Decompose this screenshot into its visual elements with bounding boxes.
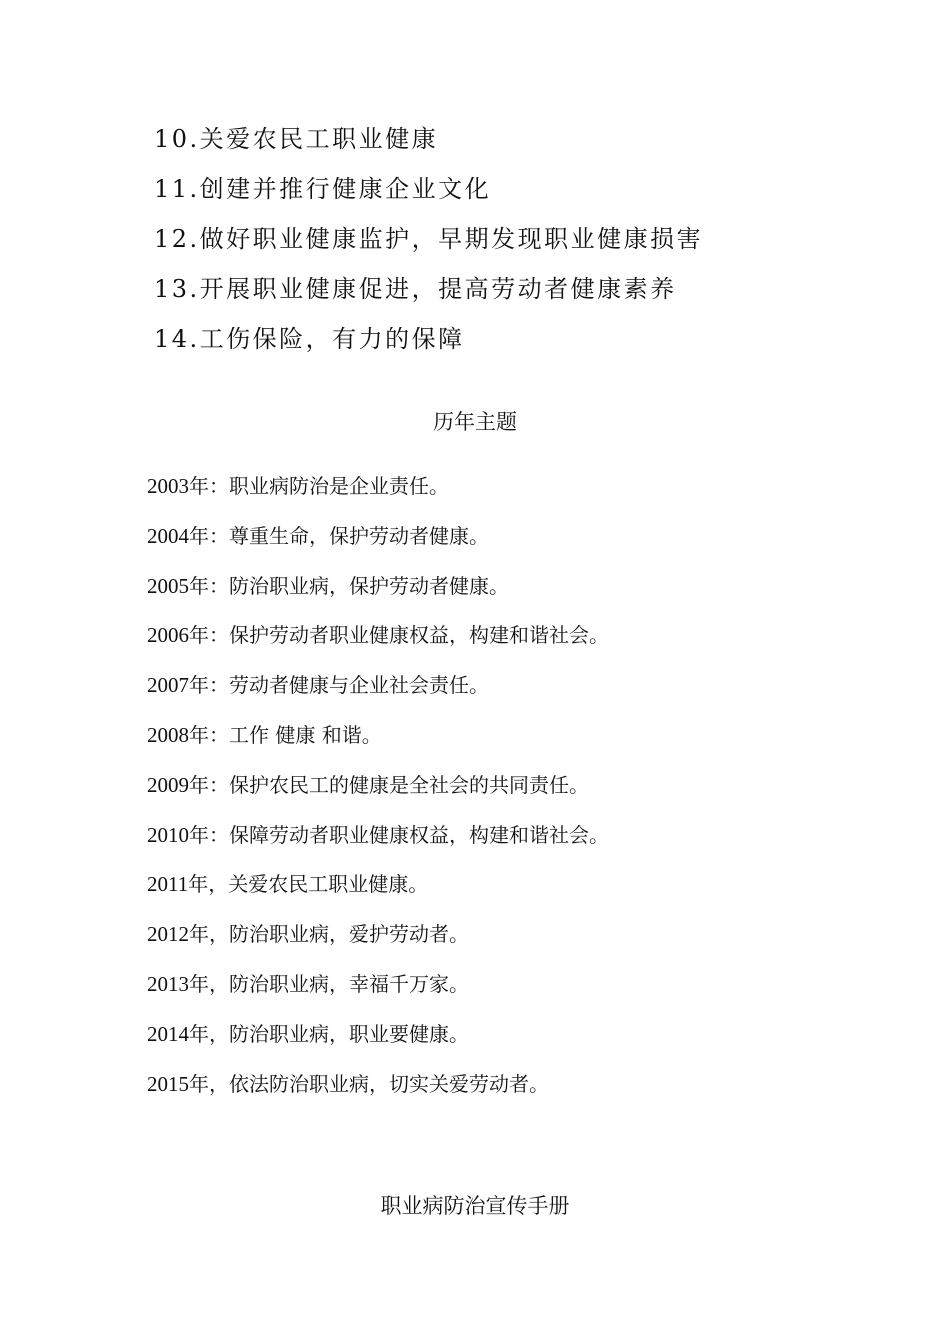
list-item: 10.关爱农民工职业健康 bbox=[154, 125, 439, 153]
themes-heading: 历年主题 bbox=[433, 410, 517, 434]
theme-row bbox=[147, 968, 609, 1018]
theme-text: 年，防治职业病，爱护劳动者。 bbox=[189, 922, 469, 947]
themes-list bbox=[147, 470, 609, 1117]
list-item: 14.工伤保险，有力的保障 bbox=[154, 325, 465, 353]
theme-year: 2013 bbox=[147, 971, 189, 996]
theme-year: 2004 bbox=[147, 523, 189, 548]
theme-row bbox=[147, 669, 609, 719]
theme-year: 2006 bbox=[147, 623, 189, 648]
theme-row bbox=[147, 918, 609, 968]
theme-text: 年：劳动者健康与企业社会责任。 bbox=[189, 673, 489, 698]
theme-row bbox=[147, 868, 609, 918]
theme-year: 2014 bbox=[147, 1021, 189, 1046]
theme-text: 年：保护劳动者职业健康权益，构建和谐社会。 bbox=[189, 623, 609, 648]
theme-year: 2009 bbox=[147, 772, 189, 797]
theme-text: 年：职业病防治是企业责任。 bbox=[189, 474, 449, 498]
theme-year: 2012 bbox=[147, 922, 189, 947]
theme-row bbox=[147, 470, 609, 520]
theme-year: 2003 bbox=[147, 474, 189, 498]
theme-year: 2007 bbox=[147, 673, 189, 698]
list-item: 13.开展职业健康促进，提高劳动者健康素养 bbox=[154, 275, 677, 303]
theme-row bbox=[147, 819, 609, 869]
theme-row bbox=[147, 1018, 609, 1068]
theme-row bbox=[147, 520, 609, 570]
theme-year: 2008 bbox=[147, 722, 189, 747]
theme-row bbox=[147, 619, 609, 669]
theme-text: 年：工作 健康 和谐。 bbox=[189, 722, 382, 747]
theme-text: 年：保障劳动者职业健康权益，构建和谐社会。 bbox=[189, 822, 609, 847]
theme-text: 年：尊重生命，保护劳动者健康。 bbox=[189, 523, 489, 548]
theme-text: 年：防治职业病，保护劳动者健康。 bbox=[189, 573, 509, 598]
theme-text: 年，关爱农民工职业健康。 bbox=[188, 872, 429, 897]
theme-year: 2011 bbox=[147, 872, 189, 897]
list-item: 12.做好职业健康监护，早期发现职业健康损害 bbox=[154, 225, 704, 253]
theme-row bbox=[147, 570, 609, 620]
numbered-list bbox=[154, 117, 703, 367]
theme-text: 年，防治职业病，幸福千万家。 bbox=[189, 971, 469, 996]
theme-row bbox=[147, 1068, 609, 1118]
theme-text: 年：保护农民工的健康是全社会的共同责任。 bbox=[189, 772, 589, 797]
list-item: 11.创建并推行健康企业文化 bbox=[154, 175, 492, 203]
theme-row bbox=[147, 719, 609, 769]
theme-text: 年，依法防治职业病，切实关爱劳动者。 bbox=[189, 1071, 549, 1096]
theme-row bbox=[147, 769, 609, 819]
theme-year: 2010 bbox=[147, 822, 189, 847]
theme-year: 2005 bbox=[147, 573, 189, 598]
handbook-title: 职业病防治宣传手册 bbox=[380, 1194, 570, 1218]
theme-text: 年，防治职业病，职业要健康。 bbox=[189, 1021, 469, 1046]
theme-year: 2015 bbox=[147, 1071, 189, 1096]
